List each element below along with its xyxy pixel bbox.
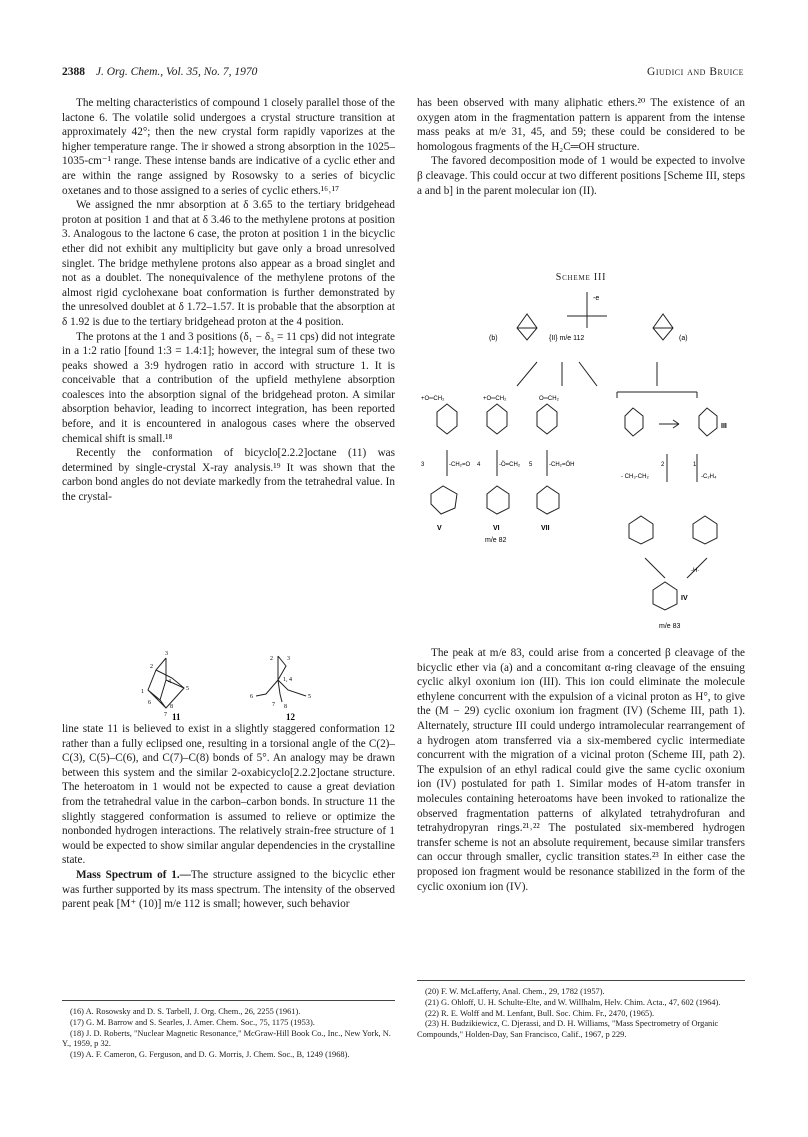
paragraph: The protons at the 1 and 3 positions (δ₁ − δ₃ = 11 cps) did not integrate in a 1:2 ratio [found 1:3 = 1.4:1]; however, the integral sum of these two peaks showed a 3:9 hydrogen ratio in accord with structure 1. It is conceivable that a contribution of the upfield methylene absorption coalesces into the absorption signal of the bridgehead proton. A similar absorption behavior, leading to incorrect integration, has been reported before, and it is encountered in analogous cases where the observed chemical shift is small.¹⁸	[62, 330, 395, 445]
step-number: 3	[421, 462, 425, 468]
paragraph-text: The structure assigned to the bicyclic ether was further supported by its mass spectrum. The intensity of the observed parent peak [M⁺ (10)] m/e 112 is small; however, such behavior	[62, 868, 395, 911]
atom-label: 3	[287, 656, 290, 662]
atom-label: 7	[272, 702, 275, 708]
roman-vi-label: VI	[493, 525, 500, 532]
mass-83-label: m/e 83	[659, 623, 681, 630]
paragraph: The favored decomposition mode of 1 would be expected to involve β cleavage. This could occur at two different positions [Scheme III, steps a and b] in the parent molecular ion (II).	[417, 155, 745, 197]
footnote: (20) F. W. McLafferty, Anal. Chem., 29, 1782 (1957).	[425, 987, 605, 996]
atom-label: 7	[164, 712, 167, 718]
fragment-label: +O═CH₂	[483, 396, 507, 402]
path-number: 1	[693, 462, 697, 468]
author-header: Giudici and Bruice	[647, 66, 744, 78]
footnote: (18) J. D. Roberts, "Nuclear Magnetic Resonance," McGraw-Hill Book Co., Inc., New York, N. Y., 1959, p 32.	[62, 1028, 391, 1049]
fragmentation-scheme	[417, 288, 745, 640]
atom-label: 5	[186, 686, 189, 692]
scheme-title: Scheme III	[555, 272, 607, 283]
paragraph: has been observed with many aliphatic ethers.²⁰ The existence of an oxygen atom in the fragmentation pattern is apparent from the intense mass peaks at m/e 31, 45, and 59; these could be considered to be homologous fragments of the H₂C═OH structure.	[417, 97, 745, 153]
atom-label: 3	[165, 651, 168, 657]
footnote: (22) R. E. Wolff and M. Lenfant, Bull. Soc. Chim. Fr., 2470, (1965).	[425, 1008, 655, 1018]
footnote: (16) A. Rosowsky and D. S. Tarbell, J. Org. Chem., 26, 2255 (1961).	[70, 1007, 301, 1016]
loss-label: -CH₂=O	[449, 462, 471, 468]
ion-ii-label: {II} m/e 112	[549, 335, 585, 342]
atom-label: 1, 4	[283, 677, 292, 683]
scheme-iii-figure	[417, 288, 745, 640]
atom-label: 6	[250, 694, 253, 700]
step-number: 5	[529, 462, 533, 468]
left-column-bottom	[62, 722, 395, 912]
footnote-divider	[417, 980, 745, 981]
fragment-label: O═CH₂	[539, 396, 559, 402]
atom-label: 2	[270, 656, 273, 662]
atom-label: 1	[141, 689, 144, 695]
footnotes-right	[417, 987, 745, 1041]
roman-iii-label: III	[721, 423, 727, 430]
journal-citation: J. Org. Chem., Vol. 35, No. 7, 1970	[95, 66, 258, 78]
paragraph: Recently the conformation of bicyclo[2.2.2]octane (11) was determined by single-crystal X-ray analysis.¹⁹ It was shown that the carbon bond angles do not deviate markedly from the tetrahedral value. In the crystal-	[62, 447, 395, 504]
atom-label: 5	[308, 694, 311, 700]
atom-label: 8	[170, 704, 173, 710]
loss-label: -C₂H₄	[701, 474, 717, 480]
step-number: 4	[477, 462, 481, 468]
roman-iv-label: IV	[681, 595, 688, 602]
roman-vii-label: VII	[541, 525, 550, 532]
loss-label: -CH₂=ÖH	[549, 462, 575, 468]
structure-label-12: 12	[286, 712, 295, 722]
path-b-label: (b)	[489, 335, 498, 342]
atom-label: 8	[284, 704, 287, 710]
loss-label: - CH₃-CH₂	[621, 474, 649, 480]
minus-electron-label: -e	[593, 295, 600, 302]
paragraph: line state 11 is believed to exist in a slightly staggered conformation 12 rather than a fully eclipsed one, resulting in a torsional angle of the C(2)–C(3), C(5)–C(6), and C(7)–C(8) bonds of 5°. An analogy may be drawn between this system and the similar 2-oxabicyclo[2.2.2]octane structure. The heteroatom in 1 would not be expected to cause a great deviation from the tetrahedral value in the carbon–carbon bonds. In structure 11 the slightly staggered conformation is assumed to relieve or optimize the nonbonded hydrogen interactions. The relatively strain-free structure of 1 would be expected to show similar angular dependencies in the crystalline state.	[62, 723, 395, 867]
right-column-bottom	[417, 646, 745, 894]
footnote: (23) H. Budzikiewicz, C. Djerassi, and D. H. Williams, "Mass Spectrometry of Organic Compounds," Holden-Day, San Francisco, Calif., 1967, p 229.	[417, 1019, 719, 1040]
paragraph: We assigned the nmr absorption at δ 3.65 to the tertiary bridgehead proton at position 1 and that at δ 3.46 to the methylene protons at position 3. Analogous to the lactone 6 case, the proton at position 1 in the bicyclic ether did not exhibit any multiplicity but gave only a broad unresolved singlet. The bridge methylene protons also appear as a broad singlet and not as a doublet. The nonequivalence of the methylene protons of the almost rigid cyclohexane boat conformation is further demonstrated by the unresolved doublet at δ 1.72–1.57. It is probable that the absorption at δ 1.92 is due to the tertiary bridgehead proton at the 4 position.	[62, 199, 395, 328]
path-a-label: (a)	[679, 335, 688, 342]
footnote: (17) G. M. Barrow and S. Searles, J. Amer. Chem. Soc., 75, 1175 (1953).	[70, 1017, 315, 1027]
path-number: 2	[661, 462, 665, 468]
footnote: (19) A. F. Cameron, G. Ferguson, and D. G. Morris, J. Chem. Soc., B, 1249 (1968).	[70, 1050, 350, 1060]
paragraph: The peak at m/e 83, could arise from a concerted β cleavage of the bicyclic ether via (a) and a concomitant α-ring cleavage of the ensuing cyclic alkyl oxonium ion (III). This ion could eliminate the molecule ethylene concurrent with the expulsion of a vicinal proton as H°, to give the (M − 29) cyclic oxonium ion fragment (IV) (Scheme III, path 1). Alternately, structure III could undergo intramolecular rearrangement of a hydrogen atom transferred via a six-membered cyclic intermediate concurrent with the migration of a vicinal proton (Scheme III, path 2). The expulsion of an ethyl radical could give the same cyclic oxonium ion (IV) postulated for path 1. Similar modes of H-atom transfer in molecules containing heteroatoms have been invoked to rationalize the observed fragmentation patterns of alkylated tetrahydrofuran and tetrahydropyran rings.²¹˒²² The postulated six-membered hydrogen transfer scheme is not an absolute requirement, because similar transfers can occur through smaller, cyclic transition states.²³ In either case the proposed ion fragment would be resonance stabilized in the form of the cyclic oxonium ion (IV).	[417, 647, 745, 893]
bicyclooctane-structures	[120, 650, 350, 722]
fragment-label: +O═CH₂	[421, 396, 445, 402]
left-column-top	[62, 96, 395, 505]
footnote: (21) G. Ohloff, U. H. Schulte-Elte, and W. Willhalm, Helv. Chim. Acta., 47, 602 (1964).	[425, 997, 721, 1007]
atom-label: 2	[150, 664, 153, 670]
paragraph: The melting characteristics of compound 1 closely parallel those of the lactone 6. The volatile solid undergoes a crystal structure transition at approximately 42°; then the new crystal form rapidly vaporizes at the higher temperature range. The ir showed a strong absorption in the 1025–1035-cm⁻¹ range. These intense bands are indicative of a cyclic ether and are within the range assigned by Rosowsky to a series of bicyclic oxetanes and to those assigned to a series of cyclic ethers.¹⁶˒¹⁷	[62, 97, 395, 197]
loss-label: -H·	[691, 568, 700, 574]
right-column-top	[417, 96, 745, 198]
loss-label: -Ö=CH₂	[499, 462, 521, 468]
mass-82-label: m/e 82	[485, 537, 507, 544]
footnote-divider	[62, 1000, 395, 1001]
paragraph-mass-spectrum	[62, 868, 395, 912]
running-header-left	[62, 66, 257, 78]
atom-label: 4	[168, 679, 171, 685]
footnotes-left	[62, 1007, 395, 1061]
structure-label-11: 11	[172, 712, 181, 722]
roman-v-label: V	[437, 525, 442, 532]
structure-figure	[120, 650, 350, 722]
page-number: 2388	[62, 66, 85, 78]
atom-label: 6	[148, 700, 151, 706]
section-heading: Mass Spectrum of 1.—	[76, 868, 191, 881]
